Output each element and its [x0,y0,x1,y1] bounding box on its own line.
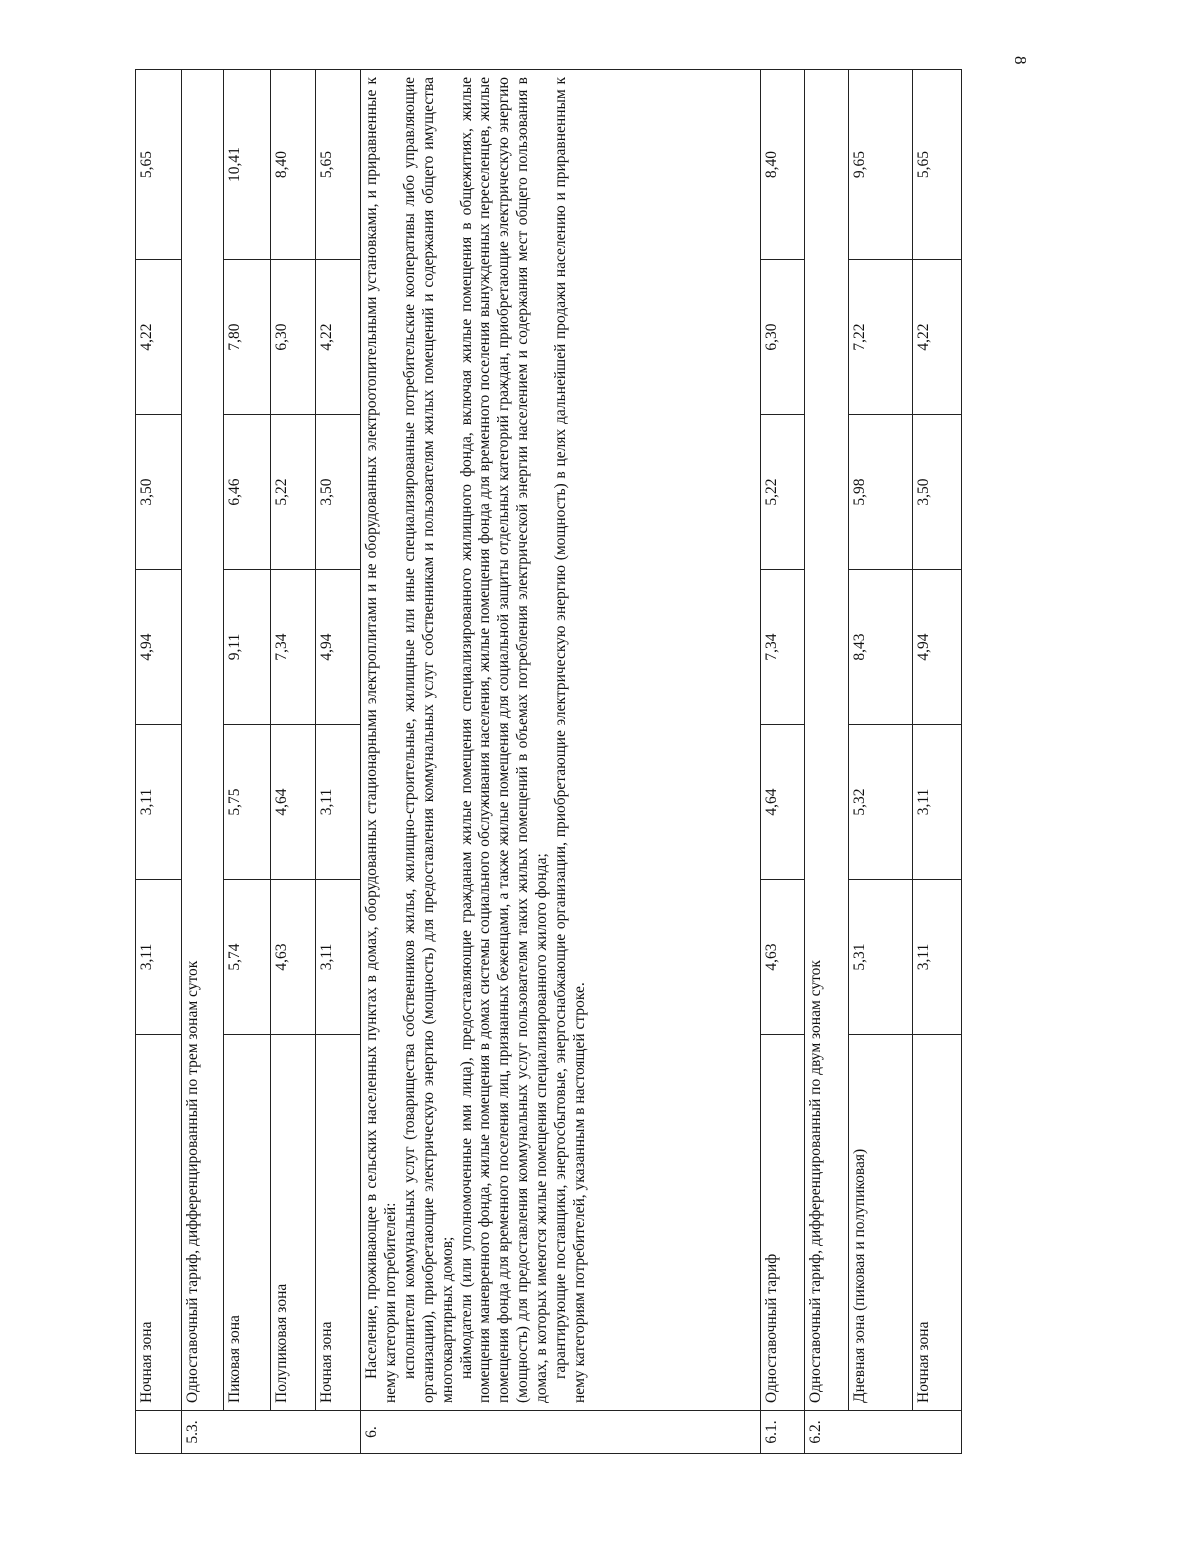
value-cell: 5,65 [316,70,361,260]
value-cell: 7,34 [761,570,805,725]
value-cell: 3,50 [316,415,361,570]
description-paragraph: исполнители коммунальных услуг (товарищества собственников жилья, жилищно-строительные, жилищные или иные специализированные потребительские кооперативы либо управляющие организации), приобретающие электрическую энергию (мощность) для предоставления коммунальных услуг собственникам и пользователям жилых помещений и содержания общего имущества многоквартирных домов; [400,77,456,1403]
zone-name-cell: Пиковая зона [224,1035,271,1411]
row-number-cell: 6.1. [761,1411,805,1454]
rotated-table-container [135,70,961,1454]
description-paragraph: наймодатели (или уполномоченные ими лица), предоставляющие гражданам жилые помещения специализированного жилищного фонда, включая жилые помещения в общежитиях, жилые помещения маневренного фонда, жилые помещения в домах системы социального обслуживания населения, жилые помещения фонда для временного поселения вынужденных переселенцев, жилые помещения фонда для временного поселения лиц, признанных беженцами, а также жилые помещения для социальной защиты отдельных категорий граждан, приобретающие электрическую энергию (мощность) для предоставления коммунальных услуг пользователям таких жилых помещений в объемах потребления электрической энергии населением и содержания мест общего пользования в домах, в которых имеются жилые помещения специализированного жилого фонда; [457,77,551,1403]
value-cell: 3,50 [136,415,182,570]
value-cell: 3,11 [316,880,361,1035]
table-row [913,70,962,1454]
value-cell: 6,46 [224,415,271,570]
section-title-cell: Одноставочный тариф, дифференцированный по трем зонам суток [182,70,224,1411]
value-cell: 3,50 [913,415,962,570]
table-row [136,70,182,1454]
value-cell: 4,94 [316,570,361,725]
table-row [182,70,224,1454]
value-cell: 5,74 [224,880,271,1035]
value-cell: 5,22 [761,415,805,570]
table-row [849,70,913,1454]
value-cell: 10,41 [224,70,271,260]
value-cell: 3,11 [136,880,182,1035]
value-cell: 4,94 [913,570,962,725]
value-cell: 4,63 [761,880,805,1035]
zone-name-cell: Ночная зона [913,1035,962,1411]
value-cell: 4,64 [761,725,805,880]
value-cell: 4,22 [136,260,182,415]
table-row [271,70,316,1454]
value-cell: 3,11 [136,725,182,880]
description-paragraph: Население, проживающее в сельских населенных пунктах в домах, оборудованных стационарными электроплитами и не оборудованных электроотопительными установками, и приравненные к нему категории потребителей: [363,77,399,1403]
page-number: 8 [1011,56,1030,65]
value-cell: 5,31 [849,880,913,1035]
zone-name-cell: Ночная зона [136,1035,182,1411]
row-number-cell: 6. [361,1411,761,1454]
value-cell: 4,22 [316,260,361,415]
value-cell: 7,34 [271,570,316,725]
value-cell: 5,22 [271,415,316,570]
category-description-cell [361,70,761,1411]
description-paragraph: гарантирующие поставщики, энергосбытовые, энергоснабжающие организации, приобретающие электрическую энергию (мощность) в целях дальнейшей продажи населению и приравненным к нему категориям потребителей, указанным в настоящей строке. [552,77,588,1403]
table-row [316,70,361,1454]
zone-name-cell: Ночная зона [316,1035,361,1411]
value-cell: 4,94 [136,570,182,725]
row-number-cell: 5.3. [182,1411,361,1454]
value-cell: 5,75 [224,725,271,880]
value-cell: 3,11 [913,725,962,880]
zone-name-cell: Полупиковая зона [271,1035,316,1411]
table-row [224,70,271,1454]
value-cell: 4,64 [271,725,316,880]
value-cell: 5,65 [913,70,962,260]
value-cell: 4,63 [271,880,316,1035]
section-title-cell: Одноставочный тариф, дифференцированный по двум зонам суток [805,70,849,1411]
value-cell: 5,98 [849,415,913,570]
row-number-cell [136,1411,182,1454]
table-row [761,70,805,1454]
value-cell: 5,65 [136,70,182,260]
zone-name-cell: Дневная зона (пиковая и полупиковая) [849,1035,913,1411]
value-cell: 6,30 [761,260,805,415]
value-cell: 8,43 [849,570,913,725]
value-cell: 9,11 [224,570,271,725]
value-cell: 7,80 [224,260,271,415]
table-row [361,70,761,1454]
value-cell: 5,32 [849,725,913,880]
value-cell: 3,11 [913,880,962,1035]
value-cell: 9,65 [849,70,913,260]
value-cell: 4,22 [913,260,962,415]
row-number-cell: 6.2. [805,1411,962,1454]
value-cell: 8,40 [761,70,805,260]
value-cell: 7,22 [849,260,913,415]
value-cell: 8,40 [271,70,316,260]
value-cell: 3,11 [316,725,361,880]
zone-name-cell: Одноставочный тариф [761,1035,805,1411]
value-cell: 6,30 [271,260,316,415]
tariff-table [135,69,962,1454]
table-row [805,70,849,1454]
